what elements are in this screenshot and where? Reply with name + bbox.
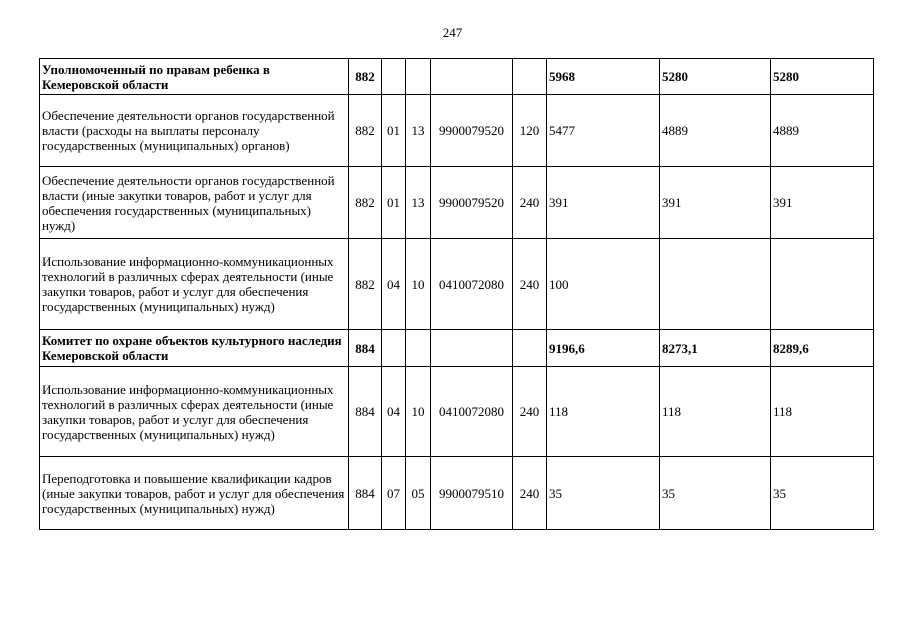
pr-code: 10	[406, 367, 431, 457]
amount-1: 35	[547, 457, 660, 530]
amount-2: 8273,1	[660, 330, 771, 367]
rz-code	[382, 330, 406, 367]
table-row	[40, 59, 874, 95]
rz-code: 01	[382, 95, 406, 167]
amount-2	[660, 239, 771, 330]
csr-code: 9900079520	[431, 167, 513, 239]
ved-code: 882	[349, 239, 382, 330]
amount-1: 100	[547, 239, 660, 330]
row-name: Обеспечение деятельности органов государственной власти (расходы на выплаты персоналу государственных (муниципальных) органов)	[40, 95, 349, 167]
amount-3	[771, 239, 874, 330]
ved-code: 884	[349, 367, 382, 457]
vr-code: 240	[513, 167, 547, 239]
vr-code: 240	[513, 457, 547, 530]
ved-code: 884	[349, 330, 382, 367]
ved-code: 884	[349, 457, 382, 530]
budget-table	[39, 58, 874, 530]
pr-code	[406, 330, 431, 367]
pr-code: 10	[406, 239, 431, 330]
rz-code: 04	[382, 239, 406, 330]
csr-code: 9900079510	[431, 457, 513, 530]
amount-1: 9196,6	[547, 330, 660, 367]
table-row	[40, 239, 874, 330]
vr-code: 240	[513, 367, 547, 457]
pr-code: 13	[406, 167, 431, 239]
amount-2: 5280	[660, 59, 771, 95]
csr-code: 0410072080	[431, 367, 513, 457]
page-number: 247	[442, 25, 463, 40]
amount-2: 35	[660, 457, 771, 530]
amount-3: 8289,6	[771, 330, 874, 367]
ved-code: 882	[349, 95, 382, 167]
csr-code	[431, 59, 513, 95]
amount-1: 5968	[547, 59, 660, 95]
csr-code	[431, 330, 513, 367]
amount-1: 391	[547, 167, 660, 239]
table-row	[40, 367, 874, 457]
rz-code: 01	[382, 167, 406, 239]
ved-code: 882	[349, 59, 382, 95]
amount-2: 118	[660, 367, 771, 457]
ved-code: 882	[349, 167, 382, 239]
vr-code	[513, 330, 547, 367]
csr-code: 0410072080	[431, 239, 513, 330]
vr-code: 120	[513, 95, 547, 167]
row-name: Комитет по охране объектов культурного наследия Кемеровской области	[40, 330, 349, 367]
table-row	[40, 330, 874, 367]
rz-code: 07	[382, 457, 406, 530]
amount-3: 35	[771, 457, 874, 530]
row-name: Переподготовка и повышение квалификации кадров (иные закупки товаров, работ и услуг для обеспечения государственных (муниципальных) нужд)	[40, 457, 349, 530]
table-row	[40, 95, 874, 167]
row-name: Обеспечение деятельности органов государственной власти (иные закупки товаров, работ и услуг для обеспечения государственных (муниципальных) нужд)	[40, 167, 349, 239]
row-name: Использование информационно-коммуникационных технологий в различных сферах деятельности (иные закупки товаров, работ и услуг для обеспечения государственных (муниципальных) нужд)	[40, 367, 349, 457]
pr-code	[406, 59, 431, 95]
amount-1: 5477	[547, 95, 660, 167]
csr-code: 9900079520	[431, 95, 513, 167]
vr-code: 240	[513, 239, 547, 330]
amount-2: 391	[660, 167, 771, 239]
amount-3: 118	[771, 367, 874, 457]
amount-3: 4889	[771, 95, 874, 167]
pr-code: 05	[406, 457, 431, 530]
amount-3: 391	[771, 167, 874, 239]
pr-code: 13	[406, 95, 431, 167]
table-row	[40, 457, 874, 530]
amount-2: 4889	[660, 95, 771, 167]
amount-1: 118	[547, 367, 660, 457]
table-row	[40, 167, 874, 239]
amount-3: 5280	[771, 59, 874, 95]
rz-code	[382, 59, 406, 95]
row-name: Использование информационно-коммуникационных технологий в различных сферах деятельности (иные закупки товаров, работ и услуг для обеспечения государственных (муниципальных) нужд)	[40, 239, 349, 330]
rz-code: 04	[382, 367, 406, 457]
vr-code	[513, 59, 547, 95]
row-name: Уполномоченный по правам ребенка в Кемеровской области	[40, 59, 349, 95]
